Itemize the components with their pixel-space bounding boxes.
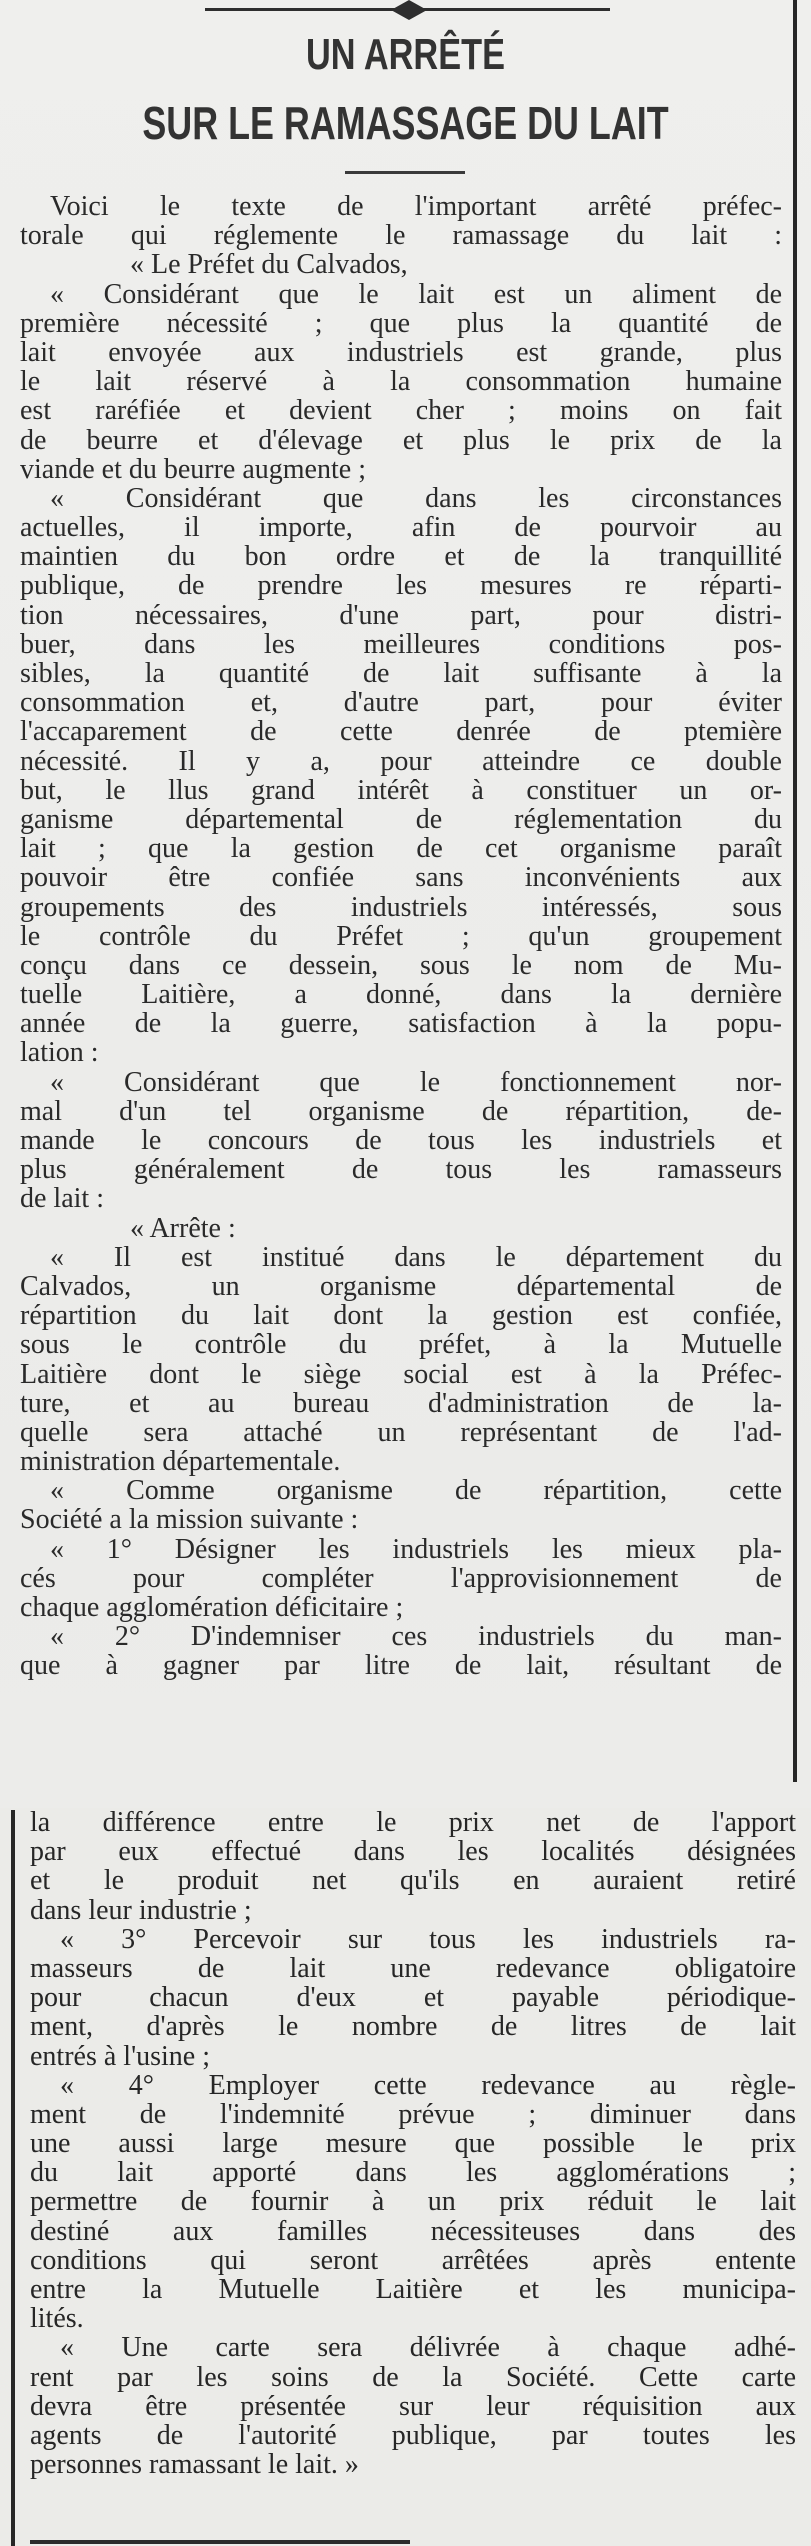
text-line-content: mal d'un tel organisme de répartition, de- bbox=[20, 1095, 782, 1127]
text-line bbox=[20, 513, 782, 542]
text-line-content: destiné aux familles nécessiteuses dans des bbox=[30, 2215, 796, 2247]
text-line-content: est raréfiée et devient cher ; moins on fait bbox=[20, 395, 782, 427]
text-line-content: masseurs de lait une redevance obligatoire bbox=[30, 1952, 796, 1984]
text-line-content: personnes ramassant le lait. » bbox=[30, 2449, 359, 2481]
text-line bbox=[20, 922, 782, 951]
text-line bbox=[20, 1389, 782, 1418]
text-line bbox=[30, 2450, 796, 2479]
text-line bbox=[30, 2187, 796, 2216]
column-rule-right bbox=[793, 0, 797, 1782]
text-line bbox=[20, 659, 782, 688]
text-line bbox=[30, 2421, 796, 2450]
article-body-lower-column bbox=[30, 1808, 796, 2479]
text-line bbox=[30, 2217, 796, 2246]
text-line-content: ture, et au bureau d'administration de la- bbox=[20, 1387, 782, 1419]
text-line bbox=[30, 2158, 796, 2187]
text-line bbox=[20, 1009, 782, 1038]
text-line bbox=[20, 688, 782, 717]
text-line-content: entrés à l'usine ; bbox=[30, 2040, 210, 2072]
headline-line-2: SUR LE RAMASSAGE DU LAIT bbox=[142, 97, 669, 149]
text-line-content: Laitière dont le siège social est à la Préfec- bbox=[20, 1358, 782, 1390]
text-line bbox=[20, 455, 782, 484]
text-line-content: sous le contrôle du préfet, à la Mutuelle bbox=[20, 1329, 782, 1361]
text-line bbox=[20, 571, 782, 600]
text-line-content: chaque agglomération déficitaire ; bbox=[20, 1592, 404, 1623]
text-line bbox=[20, 1622, 782, 1651]
text-line-content: « Considérant que le lait est un aliment de bbox=[50, 278, 782, 310]
text-line-content: du lait apporté dans les agglomérations ; bbox=[30, 2157, 796, 2189]
column-rule-left bbox=[11, 1810, 15, 2546]
text-line-content: pour chacun d'eux et payable périodique- bbox=[30, 1982, 796, 2014]
text-line-content: entre la Mutuelle Laitière et les municipa- bbox=[30, 2274, 796, 2305]
text-line bbox=[20, 717, 782, 746]
text-line-content: ment, d'après le nombre de litres de lait bbox=[30, 2011, 796, 2043]
text-line-content: plus généralement de tous les ramasseurs bbox=[20, 1154, 782, 1186]
text-line-content: consommation et, d'autre part, pour éviter bbox=[20, 687, 782, 719]
text-line-content: maintien du bon ordre et de la tranquillité bbox=[20, 541, 782, 573]
text-line-content: agents de l'autorité publique, par toutes les bbox=[30, 2419, 796, 2451]
text-line-content: ganisme départemental de réglementation du bbox=[20, 803, 782, 835]
text-line bbox=[30, 2100, 796, 2129]
text-line bbox=[30, 2275, 796, 2304]
text-line bbox=[30, 1837, 796, 1866]
headline-line-1: UN ARRÊTÉ bbox=[306, 30, 505, 79]
text-line bbox=[20, 338, 782, 367]
text-line bbox=[20, 1155, 782, 1184]
text-line bbox=[20, 776, 782, 805]
text-line bbox=[20, 1564, 782, 1593]
text-line-content: Voici le texte de l'important arrêté préfec- bbox=[50, 191, 782, 222]
text-line-content: lation : bbox=[20, 1037, 99, 1069]
text-line-content: « Une carte sera délivrée à chaque adhé- bbox=[60, 2332, 796, 2364]
text-line bbox=[30, 2042, 796, 2071]
text-line-content: l'accaparement de cette denrée de ptemière bbox=[20, 716, 782, 748]
text-line-content: année de la guerre, satisfaction à la popu- bbox=[20, 1008, 782, 1040]
text-line-content: lait envoyée aux industriels est grande, plus bbox=[20, 336, 782, 368]
text-line bbox=[30, 2333, 796, 2362]
text-line bbox=[20, 834, 782, 863]
text-line-content: « Le Préfet du Calvados, bbox=[130, 249, 408, 281]
text-line bbox=[30, 2012, 796, 2041]
text-line bbox=[20, 747, 782, 776]
text-line-content: cés pour compléter l'approvisionnement de bbox=[20, 1562, 782, 1594]
text-line-content: « Comme organisme de répartition, cette bbox=[50, 1475, 782, 1507]
text-line-content: dans leur industrie ; bbox=[30, 1894, 252, 1926]
text-line-content: le contrôle du Préfet ; qu'un groupement bbox=[20, 920, 782, 952]
text-line bbox=[20, 1593, 782, 1622]
text-line bbox=[20, 280, 782, 309]
text-line bbox=[20, 484, 782, 513]
text-line bbox=[20, 426, 782, 455]
text-line bbox=[20, 1418, 782, 1447]
text-line-content: torale qui réglemente le ramassage du lait : bbox=[20, 220, 782, 252]
text-line-content: « Considérant que le fonctionnement nor- bbox=[50, 1066, 782, 1098]
text-line-content: par eux effectué dans les localités désignées bbox=[30, 1836, 796, 1868]
text-line-content: permettre de fournir à un prix réduit le lait bbox=[30, 2186, 796, 2218]
text-line bbox=[20, 1068, 782, 1097]
text-line bbox=[30, 2304, 796, 2333]
text-line bbox=[20, 1360, 782, 1389]
text-line-content: actuelles, il importe, afin de pourvoir au bbox=[20, 512, 782, 544]
text-line bbox=[20, 1097, 782, 1126]
article-end-rule bbox=[30, 2540, 410, 2544]
text-line bbox=[30, 1954, 796, 1983]
text-line bbox=[20, 1301, 782, 1330]
text-line-content: répartition du lait dont la gestion est confiée, bbox=[20, 1300, 782, 1332]
text-line bbox=[20, 1184, 782, 1213]
article-body-upper-column bbox=[20, 192, 782, 1681]
text-line-content: viande et du beurre augmente ; bbox=[20, 453, 366, 485]
text-line-content: publique, de prendre les mesures re réparti- bbox=[20, 570, 782, 602]
text-line-content: « Arrête : bbox=[130, 1212, 236, 1244]
text-line-content: lait ; que la gestion de cet organisme paraît bbox=[20, 833, 782, 865]
text-line bbox=[20, 1038, 782, 1067]
text-line bbox=[20, 1651, 782, 1680]
text-line bbox=[20, 951, 782, 980]
text-line bbox=[30, 2246, 796, 2275]
text-line bbox=[20, 221, 782, 250]
text-line-content: pouvoir être confiée sans inconvénients aux bbox=[20, 862, 782, 894]
text-line bbox=[20, 805, 782, 834]
text-line-content: lités. bbox=[30, 2303, 84, 2335]
text-line-content: buer, dans les meilleures conditions pos- bbox=[20, 628, 782, 660]
text-line bbox=[20, 396, 782, 425]
text-line-content: le lait réservé à la consommation humaine bbox=[20, 366, 782, 398]
text-line bbox=[20, 601, 782, 630]
text-line-content: conçu dans ce dessein, sous le nom de Mu- bbox=[20, 949, 782, 981]
text-line bbox=[20, 309, 782, 338]
text-line bbox=[20, 980, 782, 1009]
top-ornament-rule bbox=[205, 2, 610, 18]
text-line-content: mande le concours de tous les industriels et bbox=[20, 1125, 782, 1156]
text-line-content: conditions qui seront arrêtées après entente bbox=[30, 2244, 796, 2276]
text-line-content: devra être présentée sur leur réquisition aux bbox=[30, 2390, 796, 2422]
text-line bbox=[20, 542, 782, 571]
text-line bbox=[30, 2392, 796, 2421]
text-line-content: quelle sera attaché un représentant de l'ad- bbox=[20, 1416, 782, 1448]
text-line-content: première nécessité ; que plus la quantité de bbox=[20, 307, 782, 339]
text-line bbox=[20, 863, 782, 892]
text-line bbox=[20, 1535, 782, 1564]
text-line-content: groupements des industriels intéressés, sous bbox=[20, 891, 782, 923]
text-line bbox=[30, 1896, 796, 1925]
text-line bbox=[30, 1983, 796, 2012]
text-line-content: nécessité. Il y a, pour atteindre ce double bbox=[20, 745, 782, 777]
text-line-content: que à gagner par litre de lait, résultant de bbox=[20, 1650, 782, 1682]
text-line bbox=[20, 1476, 782, 1505]
text-line bbox=[20, 367, 782, 396]
text-line-content: tuelle Laitière, a donné, dans la dernière bbox=[20, 979, 782, 1011]
text-line-content: sibles, la quantité de lait suffisante à la bbox=[20, 658, 782, 689]
text-line-content: ment de l'indemnité prévue ; diminuer dans bbox=[30, 2098, 796, 2130]
text-line bbox=[20, 1243, 782, 1272]
text-line-content: de beurre et d'élevage et plus le prix de la bbox=[20, 424, 782, 456]
text-line-content: la différence entre le prix net de l'apport bbox=[30, 1807, 796, 1838]
text-line-content: « Il est institué dans le département du bbox=[50, 1241, 782, 1273]
text-line bbox=[30, 2071, 796, 2100]
headline-underline-rule bbox=[345, 171, 465, 174]
text-line-content: et le produit net qu'ils en auraient retiré bbox=[30, 1865, 796, 1897]
text-line bbox=[20, 1447, 782, 1476]
ornament-diamond-icon bbox=[391, 0, 427, 20]
text-line bbox=[30, 1925, 796, 1954]
text-line-content: une aussi large mesure que possible le prix bbox=[30, 2128, 796, 2160]
text-line bbox=[20, 1126, 782, 1155]
text-line bbox=[20, 192, 782, 221]
text-line bbox=[30, 1866, 796, 1895]
text-line-content: « 1° Désigner les industriels les mieux pla- bbox=[50, 1533, 782, 1565]
text-line bbox=[20, 250, 782, 279]
text-line bbox=[20, 1505, 782, 1534]
text-line-content: « Considérant que dans les circonstances bbox=[50, 482, 782, 514]
text-line bbox=[20, 1272, 782, 1301]
text-line bbox=[20, 630, 782, 659]
text-line bbox=[30, 1808, 796, 1837]
text-line bbox=[30, 2363, 796, 2392]
text-line-content: Société a la mission suivante : bbox=[20, 1504, 359, 1536]
text-line-content: « 2° D'indemniser ces industriels du man- bbox=[50, 1621, 782, 1653]
text-line-content: de lait : bbox=[20, 1183, 104, 1215]
text-line-content: « 4° Employer cette redevance au règle- bbox=[60, 2069, 796, 2101]
text-line bbox=[20, 893, 782, 922]
text-line-content: but, le llus grand intérêt à constituer un or- bbox=[20, 774, 782, 806]
text-line bbox=[20, 1330, 782, 1359]
text-line-content: « 3° Percevoir sur tous les industriels ra- bbox=[60, 1923, 796, 1955]
text-line bbox=[30, 2129, 796, 2158]
text-line-content: ministration départementale. bbox=[20, 1446, 341, 1478]
text-line-content: rent par les soins de la Société. Cette carte bbox=[30, 2361, 796, 2393]
text-line-content: tion nécessaires, d'une part, pour distri- bbox=[20, 599, 782, 631]
text-line bbox=[20, 1214, 782, 1243]
text-line-content: Calvados, un organisme départemental de bbox=[20, 1270, 782, 1302]
